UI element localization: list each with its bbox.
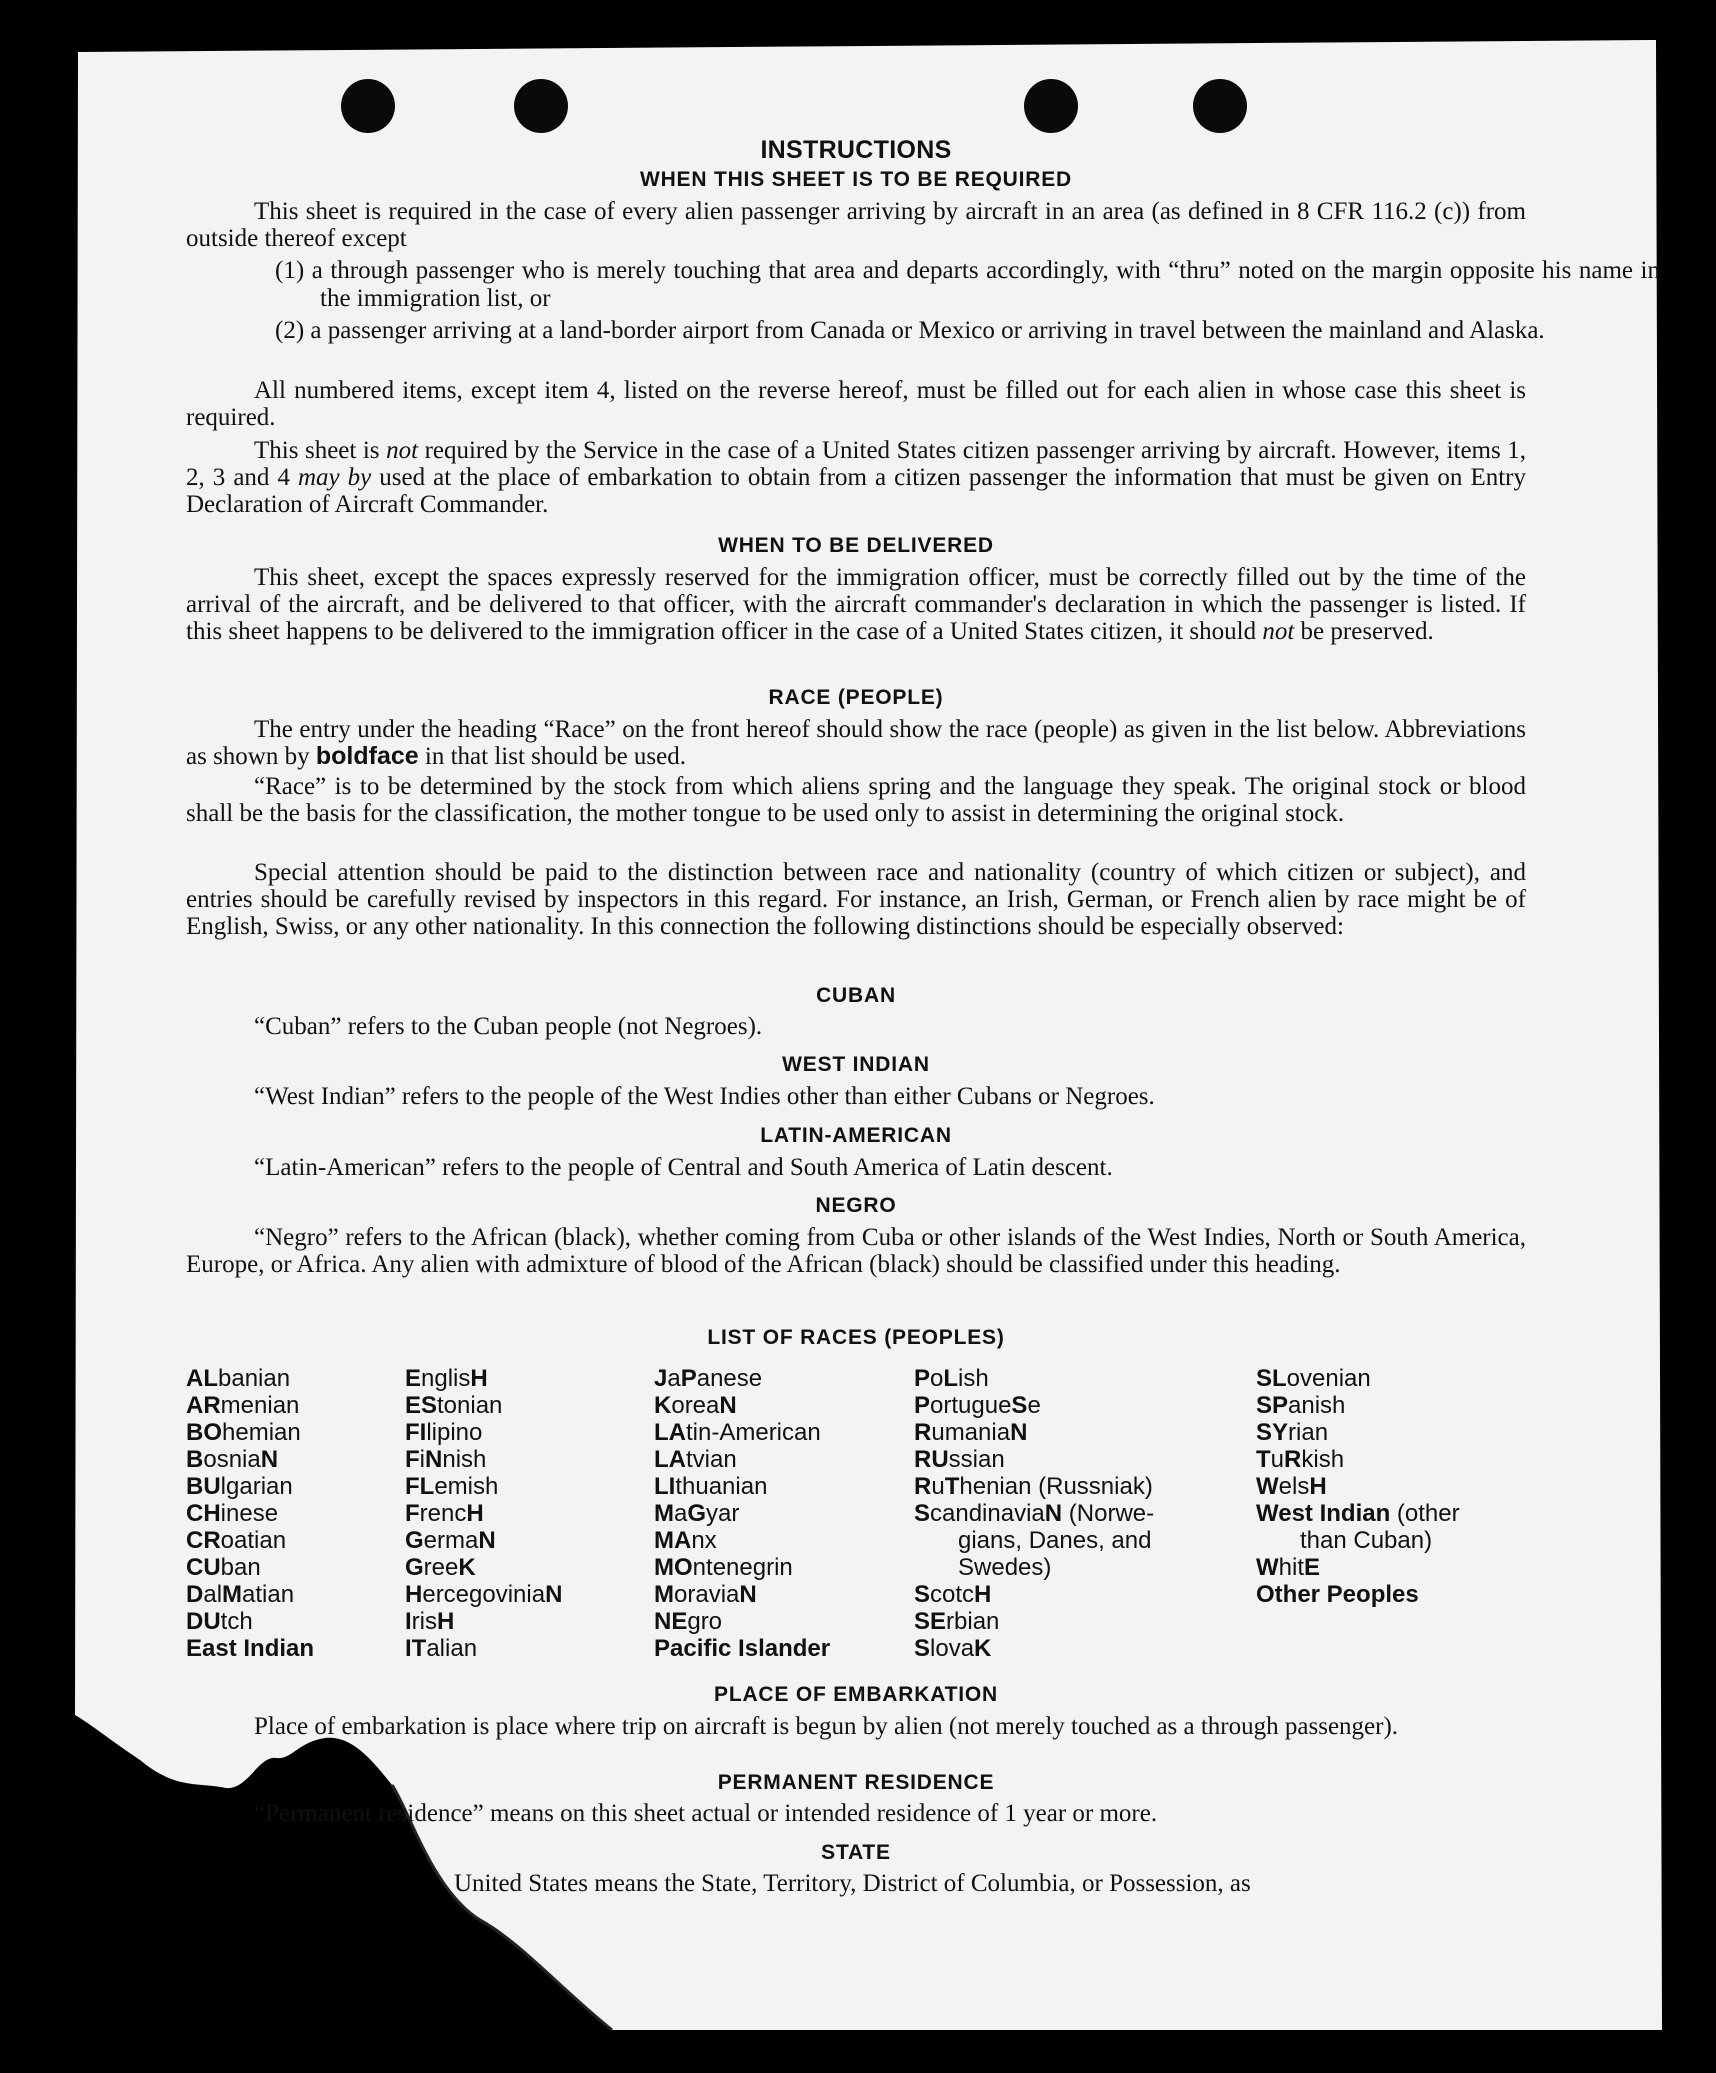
race-entry: than Cuban) bbox=[1300, 1527, 1433, 1554]
race-entry: FIlipino bbox=[405, 1419, 483, 1446]
race-entry: CHinese bbox=[186, 1500, 279, 1527]
exception-item-2: (2) a passenger arriving at a land-border airport from Canada or Mexico or arriving in travel between the mainland and Alaska. bbox=[275, 317, 1545, 344]
exception-item-1: (1) a through passenger who is merely touching that area and departs accordingly, with “thru” noted on the margin opposite his name in the immigration list, or bbox=[275, 257, 1661, 312]
race-entry: WhitE bbox=[1256, 1554, 1321, 1581]
race-entry: CRoatian bbox=[186, 1527, 287, 1554]
punch-hole bbox=[1024, 79, 1078, 133]
race-entry: ARmenian bbox=[186, 1392, 300, 1419]
race-entry: GreeK bbox=[405, 1554, 476, 1581]
race-entry: FiNnish bbox=[405, 1446, 487, 1473]
race-entry: RumaniaN bbox=[914, 1419, 1028, 1446]
race-entry: JaPanese bbox=[654, 1365, 763, 1392]
punch-hole bbox=[341, 79, 395, 133]
paragraph-numbered-items: All numbered items, except item 4, listed on the reverse hereof, must be filled out for each alien in whose case this sheet is required. bbox=[186, 377, 1526, 431]
race-entry: ScotcH bbox=[914, 1581, 992, 1608]
paragraph-latin-american: “Latin-American” refers to the people of Central and South America of Latin descent. bbox=[254, 1154, 1113, 1181]
race-entry: Pacific Islander bbox=[654, 1635, 831, 1662]
heading-state: STATE bbox=[821, 1841, 891, 1864]
race-entry: IrisH bbox=[405, 1608, 455, 1635]
race-entry: FrencH bbox=[405, 1500, 484, 1527]
race-column-3 bbox=[654, 1365, 830, 1662]
race-column-5 bbox=[1256, 1365, 1526, 1608]
paragraph-negro: “Negro” refers to the African (black), whether coming from Cuba or other islands of the West Indies, North or South America, Europe, or Africa. Any alien with admixture of blood of the African (black) should be classified under this heading. bbox=[186, 1224, 1526, 1278]
race-entry: TuRkish bbox=[1256, 1446, 1345, 1473]
race-entry: LAtvian bbox=[654, 1446, 737, 1473]
heading-list-of-races: LIST OF RACES (PEOPLES) bbox=[707, 1326, 1005, 1349]
race-entry: RuThenian (Russniak) bbox=[914, 1473, 1153, 1500]
punch-hole bbox=[1193, 79, 1247, 133]
race-column-2 bbox=[405, 1365, 562, 1662]
heading-place-of-embarkation: PLACE OF EMBARKATION bbox=[714, 1683, 998, 1706]
race-entry: Other Peoples bbox=[1256, 1581, 1419, 1608]
race-entry: SLovenian bbox=[1256, 1365, 1371, 1392]
race-entry: SPanish bbox=[1256, 1392, 1346, 1419]
race-entry: MOntenegrin bbox=[654, 1554, 793, 1581]
race-entry: NEgro bbox=[654, 1608, 723, 1635]
race-entry: HercegoviniaN bbox=[405, 1581, 563, 1608]
heading-permanent-residence: PERMANENT RESIDENCE bbox=[717, 1771, 995, 1794]
heading-race: RACE (PEOPLE) bbox=[768, 686, 944, 709]
race-entry: ALbanian bbox=[186, 1365, 291, 1392]
heading-cuban: CUBAN bbox=[816, 984, 896, 1007]
race-entry: PoLish bbox=[914, 1365, 989, 1392]
race-entry: SlovaK bbox=[914, 1635, 992, 1662]
race-entry: MAnx bbox=[654, 1527, 717, 1554]
paragraph-required-intro: This sheet is required in the case of every alien passenger arriving by aircraft in an area (as defined in 8 CFR 116.2 (c)) from outside thereof except bbox=[186, 198, 1526, 252]
paragraph-race-stock: “Race” is to be determined by the stock from which aliens spring and the language they speak. The original stock or blood shall be the basis for the classification, the mother tongue to be used only to assist in determining the original stock. bbox=[186, 773, 1526, 827]
heading-negro: NEGRO bbox=[815, 1194, 897, 1217]
heading-when-delivered: WHEN TO BE DELIVERED bbox=[718, 534, 994, 557]
paragraph-delivery: This sheet, except the spaces expressly reserved for the immigration officer, must be correctly filled out by the time of the arrival of the aircraft, and be delivered to that officer, with the aircraft commander's declaration in which the passenger is listed. If this sheet happens to be delivered to the immigration officer in the case of a United States citizen, it should not be preserved. bbox=[186, 564, 1526, 645]
paragraph-citizen: This sheet is not required by the Service in the case of a United States citizen passenger arriving by aircraft. However, items 1, 2, 3 and 4 may by used at the place of embarkation to obtain from a citizen passenger the information that must be given on Entry Declaration of Aircraft Commander. bbox=[186, 437, 1527, 518]
paragraph-state: United States means the State, Territory, District of Columbia, or Possession, as bbox=[454, 1870, 1251, 1897]
race-entry: DalMatian bbox=[186, 1581, 295, 1608]
race-entry: GermaN bbox=[405, 1527, 496, 1554]
race-column-4 bbox=[914, 1365, 1214, 1662]
race-entry: DUtch bbox=[186, 1608, 253, 1635]
race-entry: Swedes) bbox=[958, 1554, 1052, 1581]
race-entry: East Indian bbox=[186, 1635, 315, 1662]
race-entry: RUssian bbox=[914, 1446, 1005, 1473]
paragraph-race-entry: The entry under the heading “Race” on the front hereof should show the race (people) as given in the list below. Abbreviations as shown by boldface in that list should be used. bbox=[186, 716, 1526, 770]
race-entry: EStonian bbox=[405, 1392, 503, 1419]
paragraph-west-indian: “West Indian” refers to the people of the West Indies other than either Cubans or Negroes. bbox=[254, 1083, 1155, 1110]
race-entry: ITalian bbox=[405, 1635, 478, 1662]
page-title: INSTRUCTIONS bbox=[760, 136, 952, 164]
race-entry: ScandinaviaN (Norwe- bbox=[914, 1500, 1155, 1527]
race-entry: CUban bbox=[186, 1554, 261, 1581]
race-entry: FLemish bbox=[405, 1473, 499, 1500]
race-entry: KoreaN bbox=[654, 1392, 737, 1419]
paragraph-race-nationality: Special attention should be paid to the distinction between race and nationality (country of which citizen or subject), and entries should be carefully revised by inspectors in this regard. For instance, an Irish, German, or French alien by race might be of English, Swiss, or any other nationality. In this connection the following distinctions should be especially observed: bbox=[186, 859, 1526, 940]
race-entry: gians, Danes, and bbox=[958, 1527, 1152, 1554]
paragraph-place-of-embarkation: Place of embarkation is place where trip on aircraft is begun by alien (not merely touched as a through passenger). bbox=[254, 1713, 1399, 1740]
race-entry: MoraviaN bbox=[654, 1581, 757, 1608]
race-entry: PortugueSe bbox=[914, 1392, 1041, 1419]
paragraph-cuban: “Cuban” refers to the Cuban people (not Negroes). bbox=[254, 1013, 763, 1040]
race-entry: BOhemian bbox=[186, 1419, 301, 1446]
race-entry: LIthuanian bbox=[654, 1473, 768, 1500]
race-entry: MaGyar bbox=[654, 1500, 740, 1527]
race-list bbox=[186, 1365, 1526, 1665]
race-entry: WelsH bbox=[1256, 1473, 1327, 1500]
heading-west-indian: WEST INDIAN bbox=[782, 1053, 930, 1076]
race-entry: LAtin-American bbox=[654, 1419, 821, 1446]
race-entry: BUlgarian bbox=[186, 1473, 293, 1500]
race-entry: SErbian bbox=[914, 1608, 1000, 1635]
heading-when-required: WHEN THIS SHEET IS TO BE REQUIRED bbox=[639, 168, 1073, 191]
race-entry: West Indian (other bbox=[1256, 1500, 1460, 1527]
race-entry: BosniaN bbox=[186, 1446, 279, 1473]
paragraph-permanent-residence: “Permanent residence” means on this sheet actual or intended residence of 1 year or more. bbox=[254, 1800, 1158, 1827]
race-entry: EnglisH bbox=[405, 1365, 488, 1392]
race-entry: SYrian bbox=[1256, 1419, 1329, 1446]
race-column-1 bbox=[186, 1365, 314, 1662]
heading-latin-american: LATIN-AMERICAN bbox=[760, 1124, 952, 1147]
punch-hole bbox=[514, 79, 568, 133]
